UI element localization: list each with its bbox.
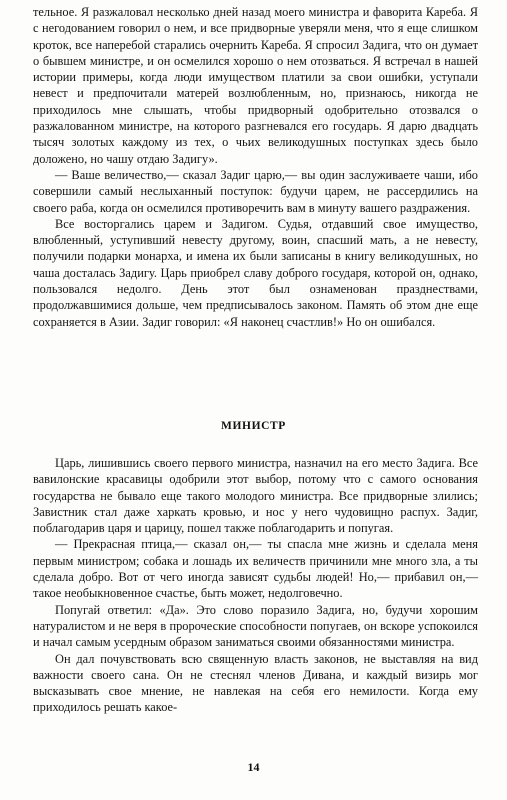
text-block-top	[33, 4, 478, 330]
text-block-bottom	[33, 455, 478, 716]
paragraph: Он дал почувствовать всю священную власть законов, не выставляя на вид важности своего сана. Он не стеснял членов Дивана, и каждый визирь мог высказывать свое мнение, не навлекая на себя его немилости. Когда ему приходилось решать какое-	[33, 651, 478, 715]
paragraph: тельное. Я разжаловал несколько дней назад моего министра и фаворита Кареба. Я с негодованием говорил о нем, и все придворные уверяли меня, что я еще слишком кроток, все наперебой старались очернить Кареба. Я спросил Задига, что он думает о бывшем министре, и он осмелился хорошо о нем отозваться. Я встречал в нашей истории примеры, когда люди имуществом платили за свои ошибки, уступали невест и предпочитали матерей возлюбленным, но, признаюсь, никогда не приходилось мне слышать, чтобы придворный одобрительно отозвался о разжалованном министре, на которого разгневался его государь. Я дарю двадцать тысяч золотых каждому из тех, о чьих великодушных поступках здесь было доложено, но чашу отдаю Задигу».	[33, 5, 478, 166]
paragraph: — Ваше величество,— сказал Задиг царю,— вы один заслуживаете чаши, ибо совершили самый неслыханный поступок: будучи царем, не рассердились на своего раба, когда он осмелился противоречить вам в минуту вашего раздражения.	[33, 167, 478, 215]
page-number: 14	[247, 760, 260, 774]
paragraph: — Прекрасная птица,— сказал он,— ты спасла мне жизнь и сделала меня первым министром; собака и лошадь их величеств причинили мне много зла, а ты сделала добро. Вот от чего иногда зависят судьбы людей! Но,— прибавил он,— такое необыкновенное счастье, быть может, недолговечно.	[33, 537, 478, 601]
paragraph: Попугай ответил: «Да». Это слово поразило Задига, но, будучи хорошим натуралистом и не веря в пророческие способности попугаев, он вскоре успокоился и начал самым усердным образом заниматься своими обязанностями министра.	[33, 602, 478, 650]
paragraph: Царь, лишившись своего первого министра, назначил на его место Задига. Все вавилонские красавицы одобрили этот выбор, потому что с самого основания государства не бывало еще такого молодого министра. Все придворные злились; Завистник стал даже харкать кровью, и нос у него чудовищно распух. Задиг, поблагодарив царя и царицу, пошел также поблагодарить и попугая.	[33, 456, 478, 536]
section-heading: МИНИСТР	[221, 420, 286, 432]
paragraph: Все восторгались царем и Задигом. Судья, отдавший свое имущество, влюбленный, уступивший невесту другому, воин, спасший мать, а не невесту, получили подарки монарха, и имена их были записаны в книгу великодушных, но чаша досталась Задигу. Царь приобрел славу доброго государя, которой он, однако, пользовался недолго. День этот был ознаменован празднествами, продолжавшимися дольше, чем предписывалось законом. Память об этом дне еще сохраняется в Азии. Задиг говорил: «Я наконец счастлив!» Но он ошибался.	[33, 216, 478, 329]
